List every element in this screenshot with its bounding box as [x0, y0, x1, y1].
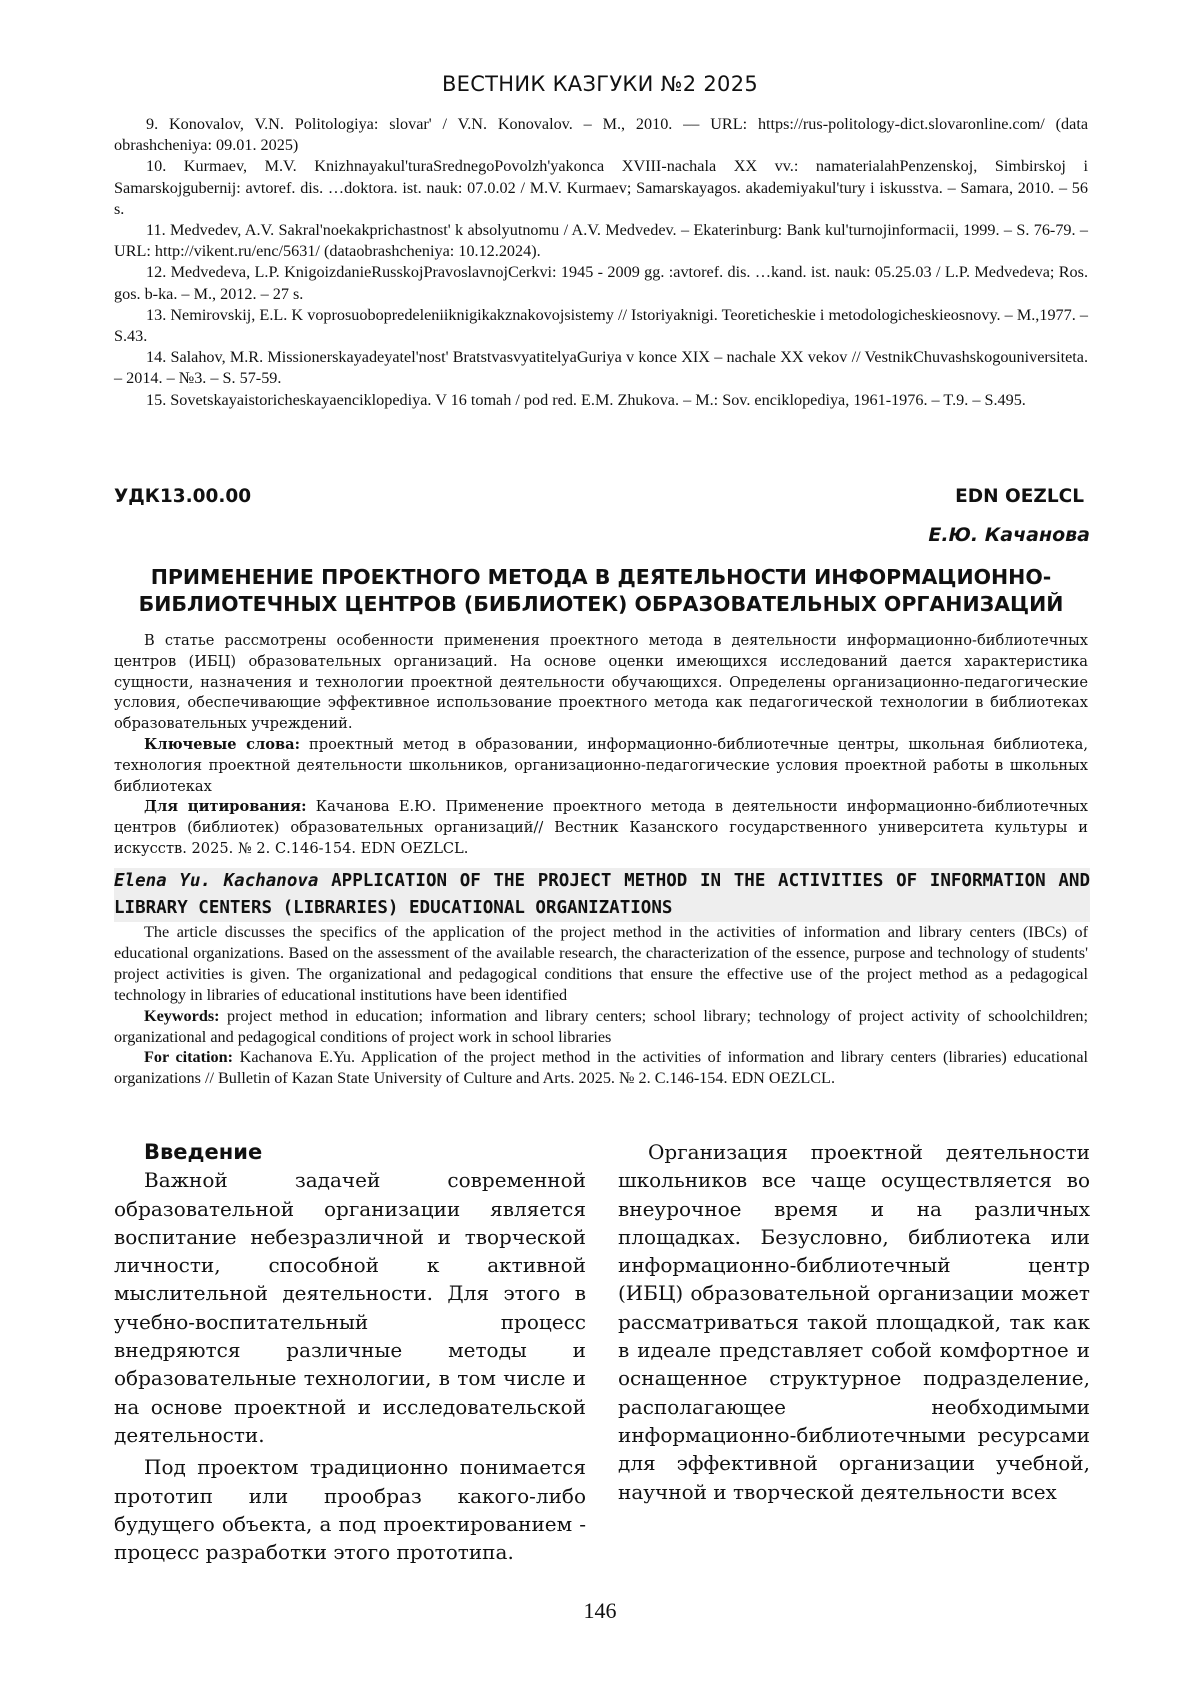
body-paragraph: Под проектом традиционно понимается прототип или прообраз какого-либо будущего объекта, а под проектированием - процесс разработки этого прототипа. — [114, 1455, 586, 1565]
citation-en — [114, 1047, 1088, 1089]
abstract-en-text: The article discusses the specifics of the application of the project method in the activities of information and library centers (IBCs) of educational organizations. Based on the assessment of the available research, the characterization of the essence, purpose and technology of students' project activities is given. The organizational and pedagogical conditions that ensure the effective use of the project method as a pedagogical technology in libraries of educational institutions have been identified — [114, 923, 1088, 1004]
body-paragraph: Организация проектной деятельности школьников все чаще осуществляется во внеурочное время и на различных площадках. Безусловно, библиотека или информационно-библиотечный центр (ИБЦ) образовательной организации может рассматриваться такой площадкой, так как в идеале представляет собой комфортное и оснащенное структурное подразделение, располагающее необходимыми информационно-библиотечными ресурсами для эффективной организации учебной, научной и творческой деятельности всех — [618, 1140, 1090, 1504]
citation-en-label: For citation: — [144, 1048, 234, 1067]
udk-row — [114, 486, 1084, 507]
intro-heading: Введение — [144, 1140, 263, 1164]
keywords-en — [114, 1006, 1088, 1048]
keywords-en-text: project method in education; information and library centers; school library; technology of project activity of schoolchildren; organizational and pedagogical conditions of project work in school libraries — [114, 1006, 1088, 1046]
edn-code: EDN OEZLCL — [955, 486, 1084, 507]
title-en-text: APPLICATION OF THE PROJECT METHOD IN THE ACTIVITIES OF INFORMATION AND LIBRARY CENTERS (LIBRARIES) EDUCATIONAL ORGANIZATIONS — [114, 871, 1090, 918]
keywords-en-label: Keywords: — [144, 1006, 220, 1025]
abstract-ru — [114, 631, 1088, 860]
body-column-left — [114, 1138, 586, 1566]
reference-item: 12. Medvedeva, L.P. KnigoizdanieRusskojPravoslavnojCerkvi: 1945 - 2009 gg. :avtoref. dis. …kand. ist. nauk: 05.25.03 / L.P. Medvedeva; Ros. gos. b-ka. – M., 2012. – 27 s. — [114, 263, 1088, 303]
reference-list — [114, 114, 1088, 411]
reference-item: 15. Sovetskayaistoricheskayaenciklopediya. V 16 tomah / pod red. E.M. Zhukova. – M.: Sov. enciklopediya, 1961-1976. – T.9. – S.495. — [146, 390, 1026, 409]
journal-header: ВЕСТНИК КАЗГУКИ №2 2025 — [441, 72, 759, 96]
body-column-right — [618, 1138, 1090, 1506]
body-paragraph: Важной задачей современной образовательной организации является воспитание небезразличной и творческой личности, способной к активной мыслительной деятельности. Для этого в учебно-воспитательный процесс внедряются различные методы и образовательные технологии, в том числе и на основе проектной и исследовательской деятельности. — [114, 1168, 586, 1447]
reference-item: 9. Konovalov, V.N. Politologiya: slovar' / V.N. Konovalov. – M., 2010. –– URL: https://rus-politology-dict.slovaronline.com/ (data obrashcheniya: 09.01. 2025) — [114, 115, 1088, 155]
keywords-ru-text: проектный метод в образовании, информационно-библиотечные центры, школьная библиотека, технология проектной деятельности школьников, организационно-педагогические условия проектной работы в школьных библиотеках — [114, 735, 1089, 795]
reference-item: 11. Medvedev, A.V. Sakral'noekakprichastnost' k absolyutnomu / A.V. Medvedev. – Ekaterinburg: Bank kul'turnojinformacii, 1999. – S. 76-79. – URL: http://vikent.ru/enc/5631/ (dataobrashcheniya: 10.12.2024). — [114, 221, 1088, 261]
keywords-ru-label: Ключевые слова: — [144, 735, 300, 753]
keywords-ru — [114, 735, 1088, 797]
abstract-ru-text: В статье рассмотрены особенности применения проектного метода в деятельности информационно-библиотечных центров (ИБЦ) образовательных организаций. На основе оценки имеющихся исследований дается характеристика сущности, назначения и технологии проектной деятельности обучающихся. Определены организационно-педагогические условия, обеспечивающие эффективное использование проектного метода как педагогической технологии в библиотеках образовательных учреждений. — [114, 632, 1088, 733]
article-title-en — [114, 868, 1090, 922]
author-name-ru: Е.Ю. Качанова — [928, 524, 1090, 546]
udk-code: УДК13.00.00 — [114, 486, 252, 507]
citation-en-text: Kachanova E.Yu. Application of the project method in the activities of information and library centers (libraries) educational organizations // Bulletin of Kazan State University of Culture and Arts. 2025. № 2. С.146-154. EDN OEZLCL. — [114, 1048, 1088, 1088]
reference-item: 14. Salahov, M.R. Missionerskayadeyatel'nost' BratstvasvyatitelyaGuriya v konce XIX – nachale XX vekov // VestnikChuvashskogouniversiteta. – 2014. – №3. – S. 57-59. — [114, 348, 1088, 388]
reference-item: 10. Kurmaev, M.V. Knizhnayakul'turaSrednegoPovolzh'yakonca XVIII-nachala XX vv.: namaterialahPenzenskoj, Simbirskoj i Samarskojgubernij: avtoref. dis. …doktora. ist. nauk: 07.0.02 / M.V. Kurmaev; Samarskayagos. akademiyakul'tury i iskusstva. – Samara, 2010. – 56 s. — [114, 157, 1088, 218]
article-title-ru: ПРИМЕНЕНИЕ ПРОЕКТНОГО МЕТОДА В ДЕЯТЕЛЬНОСТИ ИНФОРМАЦИОННО-БИБЛИОТЕЧНЫХ ЦЕНТРОВ (БИБЛИОТЕК) ОБРАЗОВАТЕЛЬНЫХ ОРГАНИЗАЦИЙ — [138, 565, 1064, 616]
author-name-en: Elena Yu. Kachanova — [114, 871, 319, 891]
reference-item: 13. Nemirovskij, E.L. K voprosuobopredeleniiknigikakznakovojsistemy // Istoriyaknigi. Teoreticheskie i metodologicheskieosnovy. – M.,1977. – S.43. — [114, 305, 1088, 346]
page-number: 146 — [583, 1598, 617, 1623]
citation-ru-label: Для цитирования: — [144, 798, 307, 816]
citation-ru-text: Качанова Е.Ю. Применение проектного метода в деятельности информационно-библиотечных центров (библиотек) образовательных организаций// Вестник Казанского государственного университета культуры и искусств. 2025. № 2. С.146-154. EDN OEZLCL. — [114, 798, 1089, 857]
abstract-en — [114, 922, 1088, 1089]
citation-ru — [114, 797, 1088, 859]
